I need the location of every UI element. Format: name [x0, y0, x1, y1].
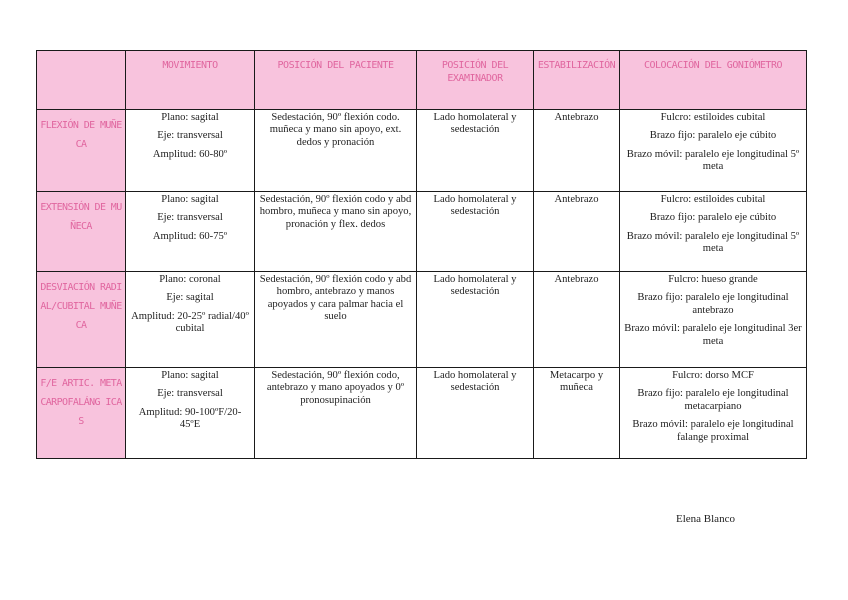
header-movimiento: MOVIMIENTO	[126, 51, 255, 110]
examiner-position-cell: Lado homolateral y sedestación	[417, 192, 534, 272]
amplitude-text: Amplitud: 60-75º	[152, 230, 228, 242]
goniometer-placement-cell	[620, 368, 807, 459]
header-posicion-examinador: POSICIÓN DEL EXAMINADOR	[417, 51, 534, 110]
fulcrum-text: Fulcro: estiloides cubital	[660, 194, 766, 205]
plane-text: Plano: sagital	[161, 112, 219, 123]
amplitude-text: Amplitud: 60-80º	[152, 148, 228, 160]
examiner-position-cell: Lado homolateral y sedestación	[417, 368, 534, 459]
header-posicion-paciente: POSICIÓN DEL PACIENTE	[255, 51, 417, 110]
mobile-arm-text: Brazo móvil: paralelo eje longitudinal falange proximal	[632, 419, 794, 443]
amplitude-text: Amplitud: 20-25º radial/40º cubital	[131, 310, 249, 335]
goniometer-placement-cell	[620, 110, 807, 192]
goniometer-placement-cell	[620, 192, 807, 272]
axis-text: Eje: transversal	[157, 388, 223, 400]
mobile-arm-text: Brazo móvil: paralelo eje longitudinal 3er meta	[624, 323, 802, 347]
stabilization-cell: Antebrazo	[534, 272, 620, 368]
plane-text: Plano: sagital	[161, 194, 219, 205]
fixed-arm-text: Brazo fijo: paralelo eje longitudinal metacarpiano	[637, 388, 789, 412]
patient-position-cell: Sedestación, 90º flexión codo. muñeca y mano sin apoyo, ext. dedos y pronación	[255, 110, 417, 192]
axis-text: Eje: transversal	[157, 212, 223, 224]
plane-text: Plano: sagital	[161, 370, 219, 381]
goniometry-table	[36, 50, 807, 459]
fixed-arm-text: Brazo fijo: paralelo eje cúbito	[649, 130, 777, 142]
stabilization-cell: Antebrazo	[534, 192, 620, 272]
plane-axis-amplitude-cell	[126, 368, 255, 459]
fulcrum-text: Fulcro: estiloides cubital	[660, 112, 766, 123]
amplitude-text: Amplitud: 90-100ºF/20-45ºE	[138, 406, 242, 431]
patient-position-cell: Sedestación, 90º flexión codo y abd hombro, antebrazo y manos apoyados y cara palmar hacia el suelo	[255, 272, 417, 368]
examiner-position-cell: Lado homolateral y sedestación	[417, 110, 534, 192]
table-row	[37, 192, 807, 272]
header-colocacion-goniometro: COLOCACIÓN DEL GONIÓMETRO	[620, 51, 807, 110]
stabilization-cell: Metacarpo y muñeca	[534, 368, 620, 459]
goniometer-placement-cell	[620, 272, 807, 368]
stabilization-cell: Antebrazo	[534, 110, 620, 192]
row-movement-label: F/E ARTIC. METACARPOFALÁNG ICAS	[37, 368, 126, 459]
plane-text: Plano: coronal	[159, 274, 221, 285]
table-row	[37, 110, 807, 192]
table-row	[37, 272, 807, 368]
mobile-arm-text: Brazo móvil: paralelo eje longitudinal 5º meta	[626, 148, 800, 173]
plane-axis-amplitude-cell	[126, 192, 255, 272]
axis-text: Eje: sagital	[166, 292, 214, 304]
author-signature: Elena Blanco	[676, 513, 735, 525]
plane-axis-amplitude-cell	[126, 110, 255, 192]
patient-position-cell: Sedestación, 90º flexión codo, antebrazo y mano apoyados y 0º pronosupinación	[255, 368, 417, 459]
fixed-arm-text: Brazo fijo: paralelo eje cúbito	[649, 212, 777, 224]
header-estabilizacion: ESTABILIZACIÓN	[534, 51, 620, 110]
axis-text: Eje: transversal	[157, 130, 223, 142]
mobile-arm-text: Brazo móvil: paralelo eje longitudinal 5º meta	[626, 230, 800, 255]
fixed-arm-text: Brazo fijo: paralelo eje longitudinal antebrazo	[637, 292, 789, 316]
header-empty-cell	[37, 51, 126, 110]
row-movement-label: DESVIACIÓN RADIAL/CUBITAL MUÑECA	[37, 272, 126, 368]
examiner-position-cell: Lado homolateral y sedestación	[417, 272, 534, 368]
plane-axis-amplitude-cell	[126, 272, 255, 368]
patient-position-cell: Sedestación, 90º flexión codo y abd hombro, muñeca y mano sin apoyo, pronación y flex. dedos	[255, 192, 417, 272]
table-row	[37, 368, 807, 459]
goniometry-table-container	[36, 50, 806, 459]
header-row	[37, 51, 807, 110]
fulcrum-text: Fulcro: dorso MCF	[672, 370, 754, 381]
row-movement-label: FLEXIÓN DE MUÑECA	[37, 110, 126, 192]
fulcrum-text: Fulcro: hueso grande	[668, 274, 758, 285]
row-movement-label: EXTENSIÓN DE MUÑECA	[37, 192, 126, 272]
